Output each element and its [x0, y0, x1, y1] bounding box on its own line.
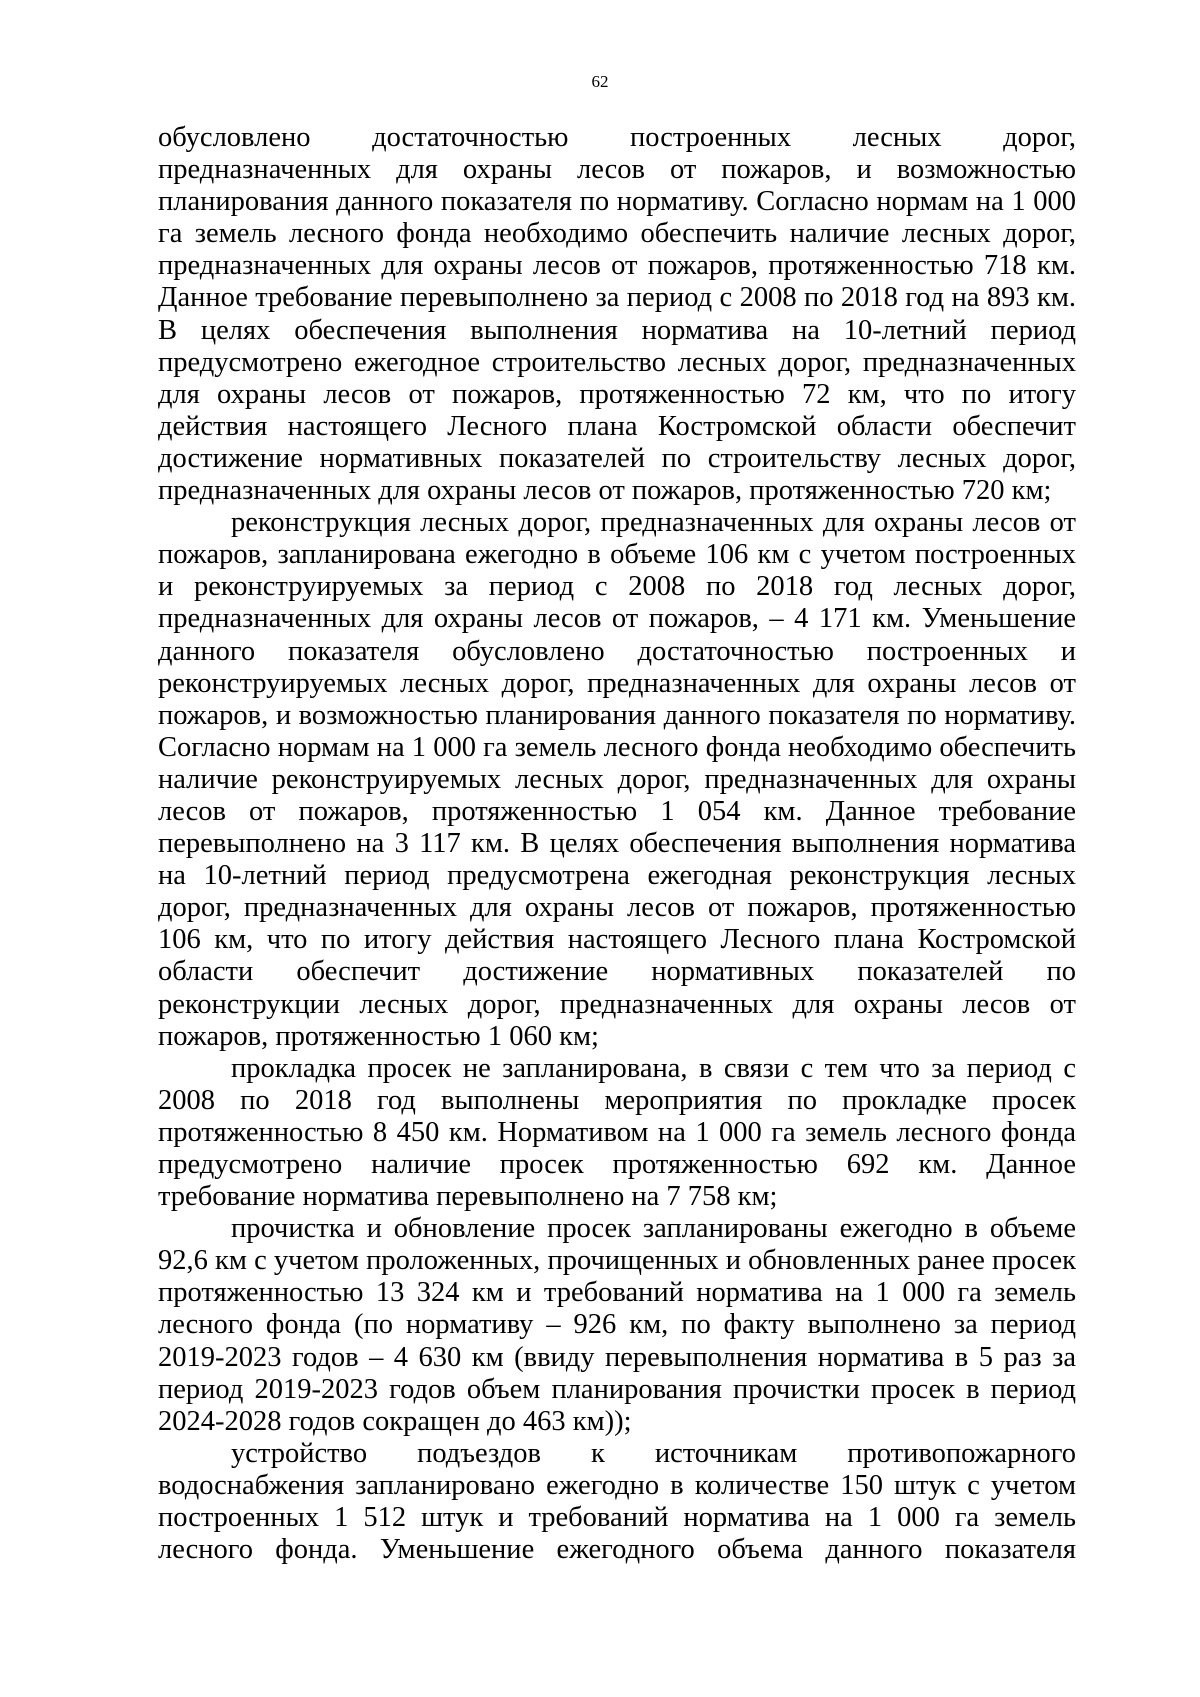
paragraph-forest-roads-reconstruction: реконструкция лесных дорог, предназначенных для охраны лесов от пожаров, запланирована ежегодно в объеме 106 км с учетом построенных и реконструируемых за период с 2008 по 2018 год лесных дорог, предназначенных для охраны лесов от пожаров, – 4 171 км. Уменьшение данного показателя обусловлено достаточностью построенных и реконструируемых лесных дорог, предназначенных для охраны лесов от пожаров, и возможностью планирования данного показателя по нормативу. Согласно нормам на 1 000 га земель лесного фонда необходимо обеспечить наличие реконструируемых лесных дорог, предназначенных для охраны лесов от пожаров, протяженностью 1 054 км. Данное требование перевыполнено на 3 117 км. В целях обеспечения выполнения норматива на 10-летний период предусмотрена ежегодная реконструкция лесных дорог, предназначенных для охраны лесов от пожаров, протяженностью 106 км, что по итогу действия настоящего Лесного плана Костромской области обеспечит достижение нормативных показателей по реконструкции лесных дорог, предназначенных для охраны лесов от пожаров, протяженностью 1 060 км;	[158, 507, 1076, 1052]
page-number: 62	[591, 72, 609, 91]
paragraph-clearings-laying: прокладка просек не запланирована, в связи с тем что за период с 2008 по 2018 год выполнены мероприятия по прокладке просек протяженностью 8 450 км. Нормативом на 1 000 га земель лесного фонда предусмотрено наличие просек протяженностью 692 км. Данное требование норматива перевыполнено на 7 758 км;	[158, 1052, 1076, 1213]
paragraph-water-source-access: устройство подъездов к источникам противопожарного водоснабжения запланировано ежегодно в количестве 150 штук с учетом построенных 1 512 штук и требований норматива на 1 000 га земель лесного фонда. Уменьшение ежегодного объема данного показателя	[158, 1437, 1076, 1566]
body-text	[158, 122, 1076, 1566]
paragraph-forest-roads-construction: обусловлено достаточностью построенных лесных дорог, предназначенных для охраны лесов от пожаров, и возможностью планирования данного показателя по нормативу. Согласно нормам на 1 000 га земель лесного фонда необходимо обеспечить наличие лесных дорог, предназначенных для охраны лесов от пожаров, протяженностью 718 км. Данное требование перевыполнено за период с 2008 по 2018 год на 893 км. В целях обеспечения выполнения норматива на 10-летний период предусмотрено ежегодное строительство лесных дорог, предназначенных для охраны лесов от пожаров, протяженностью 72 км, что по итогу действия настоящего Лесного плана Костромской области обеспечит достижение нормативных показателей по строительству лесных дорог, предназначенных для охраны лесов от пожаров, протяженностью 720 км;	[158, 122, 1076, 507]
paragraph-clearings-cleaning: прочистка и обновление просек запланированы ежегодно в объеме 92,6 км с учетом проложенных, прочищенных и обновленных ранее просек протяженностью 13 324 км и требований норматива на 1 000 га земель лесного фонда (по нормативу – 926 км, по факту выполнено за период 2019-2023 годов – 4 630 км (ввиду перевыполнения норматива в 5 раз за период 2019-2023 годов объем планирования прочистки просек в период 2024-2028 годов сокращен до 463 км));	[158, 1213, 1076, 1437]
